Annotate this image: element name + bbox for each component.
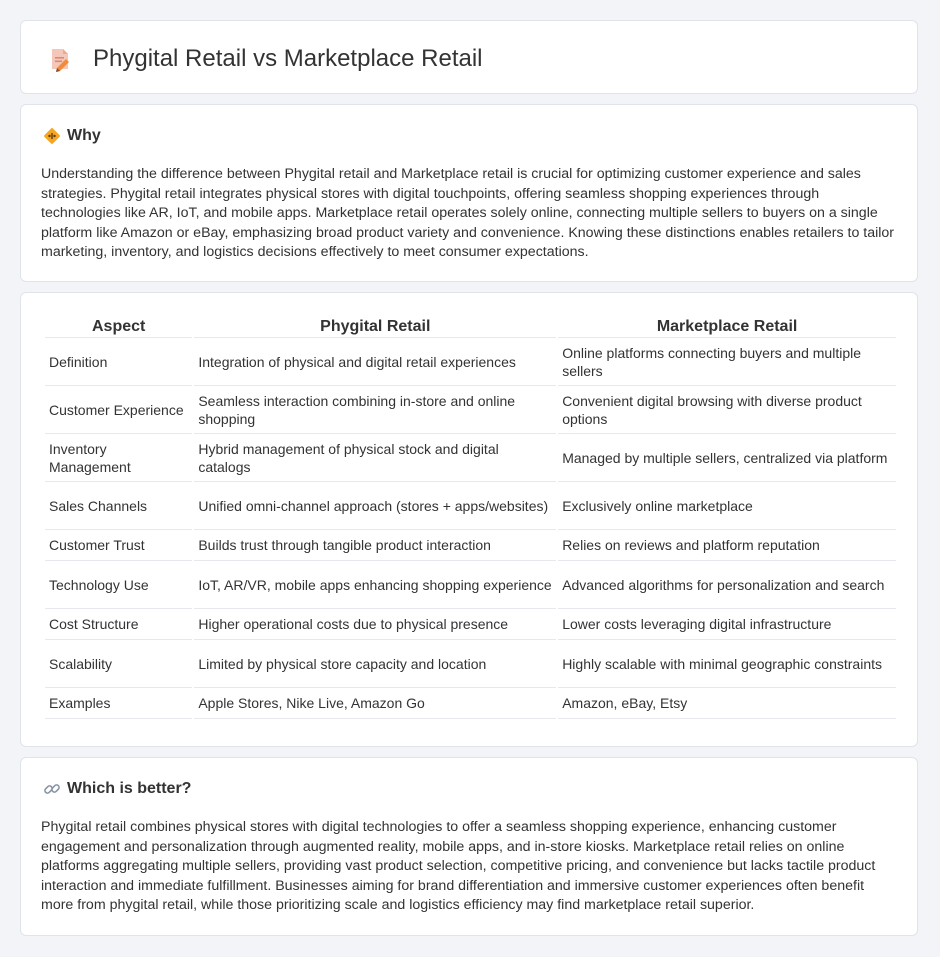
why-header — [43, 127, 101, 145]
why-card — [20, 104, 918, 282]
better-card — [20, 757, 918, 936]
phygital-cell: Limited by physical store capacity and location — [194, 640, 556, 688]
table-row — [45, 561, 896, 609]
phygital-cell: Builds trust through tangible product interaction — [194, 530, 556, 561]
aspect-cell: Inventory Management — [45, 434, 192, 482]
better-title: Which is better? — [67, 780, 192, 797]
marketplace-cell: Managed by multiple sellers, centralized via platform — [558, 434, 896, 482]
table-row — [45, 386, 896, 434]
aspect-cell: Definition — [45, 338, 192, 386]
aspect-cell: Customer Experience — [45, 386, 192, 434]
marketplace-cell: Online platforms connecting buyers and multiple sellers — [558, 338, 896, 386]
header-aspect: Aspect — [45, 315, 192, 338]
header-phygital: Phygital Retail — [194, 315, 556, 338]
marketplace-cell: Exclusively online marketplace — [558, 482, 896, 530]
document-pencil-icon — [47, 46, 73, 72]
phygital-cell: Apple Stores, Nike Live, Amazon Go — [194, 688, 556, 719]
phygital-cell: Integration of physical and digital retail experiences — [194, 338, 556, 386]
comparison-table — [43, 315, 898, 719]
table-row — [45, 609, 896, 640]
marketplace-cell: Amazon, eBay, Etsy — [558, 688, 896, 719]
aspect-cell: Examples — [45, 688, 192, 719]
marketplace-cell: Relies on reviews and platform reputation — [558, 530, 896, 561]
header-marketplace: Marketplace Retail — [558, 315, 896, 338]
aspect-cell: Cost Structure — [45, 609, 192, 640]
phygital-cell: Hybrid management of physical stock and digital catalogs — [194, 434, 556, 482]
marketplace-cell: Lower costs leveraging digital infrastructure — [558, 609, 896, 640]
aspect-cell: Sales Channels — [45, 482, 192, 530]
title-row — [47, 45, 483, 73]
marketplace-cell: Advanced algorithms for personalization and search — [558, 561, 896, 609]
table-row — [45, 434, 896, 482]
table-row — [45, 338, 896, 386]
phygital-cell: Higher operational costs due to physical presence — [194, 609, 556, 640]
table-row — [45, 482, 896, 530]
aspect-cell: Scalability — [45, 640, 192, 688]
phygital-cell: IoT, AR/VR, mobile apps enhancing shopping experience — [194, 561, 556, 609]
title-card — [20, 20, 918, 94]
phygital-cell: Seamless interaction combining in-store and online shopping — [194, 386, 556, 434]
aspect-cell: Customer Trust — [45, 530, 192, 561]
marketplace-cell: Convenient digital browsing with diverse product options — [558, 386, 896, 434]
aspect-cell: Technology Use — [45, 561, 192, 609]
why-title: Why — [67, 127, 101, 144]
page-title: Phygital Retail vs Marketplace Retail — [93, 45, 483, 72]
table-row — [45, 530, 896, 561]
phygital-cell: Unified omni-channel approach (stores + apps/websites) — [194, 482, 556, 530]
comparison-card — [20, 292, 918, 747]
why-paragraph: Understanding the difference between Phygital retail and Marketplace retail is crucial for optimizing customer experience and sales strategies. Phygital retail integrates physical stores with digital touchpoints, offering seamless shopping experiences through technologies like AR, IoT, and mobile apps. Marketplace retail operates solely online, connecting multiple sellers to buyers on a single platform like Amazon or eBay, emphasizing broad product variety and convenience. Knowing these distinctions enables retailers to tailor marketing, inventory, and logistics decisions effectively to meet consumer expectations. — [41, 166, 895, 261]
diamond-sign-icon — [43, 127, 61, 145]
link-icon — [43, 780, 61, 798]
better-header — [43, 780, 191, 798]
table-row — [45, 688, 896, 719]
table-row — [45, 640, 896, 688]
table-header-row — [45, 315, 896, 338]
marketplace-cell: Highly scalable with minimal geographic constraints — [558, 640, 896, 688]
better-paragraph: Phygital retail combines physical stores with digital technologies to offer a seamless shopping experience, enhancing customer engagement and personalization through augmented reality, mobile apps, and in-store kiosks. Marketplace retail relies on online platforms aggregating multiple sellers, providing vast product selection, competitive pricing, and convenience but lacks tactile product interaction and immediate fulfillment. Businesses aiming for brand differentiation and immersive customer experiences often benefit more from phygital retail, while those prioritizing scale and logistics efficiency may find marketplace retail superior. — [41, 819, 876, 914]
